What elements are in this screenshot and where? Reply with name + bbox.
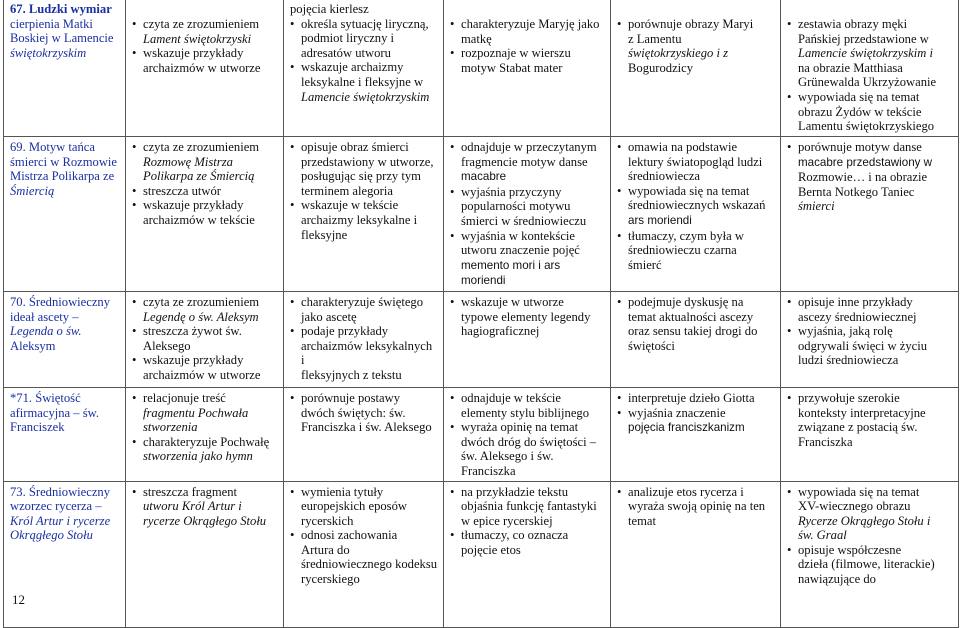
list-item: • wskazuje przykłady archaizmów w utworze	[132, 353, 278, 382]
requirements-cell	[284, 0, 444, 137]
list-item: • wskazuje w utworze typowe elementy legendy hagiograficznej	[450, 295, 605, 339]
list-item: • przywołuje szerokie konteksty interpretacyjne związane z postacią św. Franciszka	[787, 391, 953, 449]
requirements-cell	[126, 387, 284, 481]
list-item: • interpretuje dzieło Giotta	[617, 391, 775, 406]
lesson-topic-line: 70. Średniowieczny	[10, 294, 111, 309]
requirements-cell	[284, 481, 444, 627]
list-item: • określa sytuację liryczną, podmiot liryczny i adresatów utworu	[290, 17, 438, 61]
requirements-cell	[781, 0, 959, 137]
list-item: • zestawia obrazy męki Pańskiej przedstawione w Lamencie świętokrzyskim i na obrazie Matthiasa Grünewalda Ukrzyżowanie	[787, 17, 953, 90]
table-row	[4, 387, 959, 481]
list-item: • podejmuje dyskusję na temat aktualności ascezy oraz sensu takiej drogi do świętości	[617, 295, 775, 353]
lesson-topic-line: Mistrza Polikarpa ze	[10, 169, 115, 184]
lesson-topic-line: świętokrzyskim	[10, 45, 87, 60]
list-item: • tłumaczy, co oznacza pojęcie etos	[450, 528, 605, 557]
lesson-topic-line: Franciszek	[10, 420, 65, 435]
lesson-topic-line: ideał ascety –	[10, 309, 79, 324]
requirements-cell	[781, 387, 959, 481]
list-item: • opisuje współczesne dzieła (filmowe, literackie) nawiązujące do	[787, 543, 953, 587]
list-item: • streszcza fragment utworu Król Artur i rycerze Okrągłego Stołu	[132, 485, 278, 529]
list-item: • odnajduje w tekście elementy stylu biblijnego	[450, 391, 605, 420]
requirements-cell	[444, 387, 611, 481]
list-item: • wyjaśnia w kontekście utworu znaczenie pojęć memento mori i ars moriendi	[450, 229, 605, 289]
lesson-topic-cell	[4, 387, 126, 481]
lesson-topic-line: Aleksym	[10, 338, 56, 353]
lesson-topic-line: Król Artur i rycerze	[10, 513, 111, 528]
requirements-cell	[781, 291, 959, 387]
list-item: • odnajduje w przeczytanym fragmencie motyw danse macabre	[450, 140, 605, 185]
list-item: • omawia na podstawie lektury światopogląd ludzi średniowiecza	[617, 140, 775, 184]
list-item: • charakteryzuje Pochwałę stworzenia jako hymn	[132, 435, 278, 464]
list-item: pojęcia kierlesz	[290, 2, 369, 16]
lesson-topic-line: 69. Motyw tańca	[10, 140, 95, 154]
lesson-topic-cell	[4, 0, 126, 137]
list-item: • podaje przykłady archaizmów leksykalnych i fleksyjnych z tekstu	[290, 324, 438, 382]
list-item: • porównuje postawy dwóch świętych: św. Franciszka i św. Aleksego	[290, 391, 438, 435]
list-item: • analizuje etos rycerza i wyraża swoją opinię na ten temat	[617, 485, 775, 529]
list-item: • czyta ze zrozumieniem Rozmowę Mistrza Polikarpa ze Śmiercią	[132, 140, 278, 184]
lesson-topic-cell	[4, 291, 126, 387]
lesson-topic-line: *71. Świętość	[10, 390, 81, 405]
requirements-cell	[444, 137, 611, 292]
requirements-cell	[611, 0, 781, 137]
lesson-topic-line: afirmacyjna – św.	[10, 405, 100, 420]
table-row	[4, 291, 959, 387]
list-item: • wypowiada się na temat średniowiecznych wskazań ars moriendi	[617, 184, 775, 229]
requirements-cell	[611, 481, 781, 627]
requirements-cell	[126, 291, 284, 387]
list-item: • tłumaczy, czym była w średniowieczu czarna śmierć	[617, 229, 775, 273]
table-row	[4, 481, 959, 627]
requirements-cell	[126, 481, 284, 627]
list-item: • czyta ze zrozumieniem Lament świętokrzyski	[132, 17, 278, 46]
lesson-topic-line: Boskiej w Lamencie	[10, 31, 114, 46]
list-item: • odnosi zachowania Artura do średniowiecznego kodeksu rycerskiego	[290, 528, 438, 586]
list-item: • streszcza utwór	[132, 184, 278, 199]
list-item: • relacjonuje treść fragmentu Pochwała stworzenia	[132, 391, 278, 435]
list-item: • wypowiada się na temat obrazu Żydów w tekście Lamentu świętokrzyskiego	[787, 90, 953, 134]
requirements-cell	[611, 387, 781, 481]
curriculum-table	[3, 0, 959, 628]
list-item: • porównuje motyw danse macabre przedstawiony w Rozmowie… i na obrazie Bernta Notkego Taniec śmierci	[787, 140, 953, 214]
list-item: • wyjaśnia znaczenie pojęcia franciszkanizm	[617, 406, 775, 436]
requirements-cell	[126, 0, 284, 137]
lesson-topic-line: śmierci w Rozmowie	[10, 154, 118, 169]
list-item: • opisuje inne przykłady ascezy średniowiecznej	[787, 295, 953, 324]
list-item: • rozpoznaje w wierszu motyw Stabat mater	[450, 46, 605, 75]
table-row	[4, 0, 959, 137]
requirements-cell	[284, 291, 444, 387]
list-item: • wypowiada się na temat XV-wiecznego obrazu Rycerze Okrągłego Stołu i św. Graal	[787, 485, 953, 543]
requirements-cell	[126, 137, 284, 292]
requirements-cell	[444, 481, 611, 627]
list-item: • streszcza żywot św. Aleksego	[132, 324, 278, 353]
list-item: • opisuje obraz śmierci przedstawiony w utworze, posługując się przy tym terminem alegoria	[290, 140, 438, 198]
list-item: • czyta ze zrozumieniem Legendę o św. Aleksym	[132, 295, 278, 324]
list-item: • charakteryzuje Maryję jako matkę	[450, 17, 605, 46]
list-item: • wskazuje archaizmy leksykalne i fleksyjne w Lamencie świętokrzyskim	[290, 60, 438, 104]
lesson-topic-line: wzorzec rycerza –	[10, 499, 102, 514]
list-item: • wskazuje przykłady archaizmów w tekście	[132, 198, 278, 227]
lesson-topic-line: 73. Średniowieczny	[10, 484, 111, 499]
requirements-cell	[444, 0, 611, 137]
page-number: 12	[12, 592, 25, 607]
list-item: • na przykładzie tekstu objaśnia funkcję fantastyki w epice rycerskiej	[450, 485, 605, 529]
list-item: • wyjaśnia, jaką rolę odgrywali święci w życiu ludzi średniowiecza	[787, 324, 953, 368]
requirements-cell	[611, 137, 781, 292]
requirements-cell	[444, 291, 611, 387]
list-item: • wskazuje w tekście archaizmy leksykalne i fleksyjne	[290, 198, 438, 242]
list-item: • wyjaśnia przyczyny popularności motywu śmierci w średniowieczu	[450, 185, 605, 229]
requirements-cell	[284, 387, 444, 481]
list-item: • wyraża opinię na temat dwóch dróg do świętości – św. Aleksego i św. Franciszka	[450, 420, 605, 478]
lesson-topic-line: Okrągłego Stołu	[10, 528, 93, 543]
requirements-cell	[284, 137, 444, 292]
lesson-topic-line: Legenda o św.	[10, 324, 82, 339]
lesson-topic-line: cierpienia Matki	[10, 16, 93, 31]
list-item: • porównuje obrazy Maryi z Lamentu świętokrzyskiego i z Bogurodzicy	[617, 17, 775, 75]
list-item: • wymienia tytuły europejskich eposów rycerskich	[290, 485, 438, 529]
list-item: • charakteryzuje świętego jako ascetę	[290, 295, 438, 324]
list-item: • wskazuje przykłady archaizmów w utworze	[132, 46, 278, 75]
requirements-cell	[781, 137, 959, 292]
lesson-topic-cell	[4, 137, 126, 292]
requirements-cell	[611, 291, 781, 387]
requirements-cell	[781, 481, 959, 627]
lesson-topic-line: Śmiercią	[10, 183, 55, 198]
table-row	[4, 137, 959, 292]
lesson-topic-line: 67. Ludzki wymiar	[10, 2, 112, 16]
